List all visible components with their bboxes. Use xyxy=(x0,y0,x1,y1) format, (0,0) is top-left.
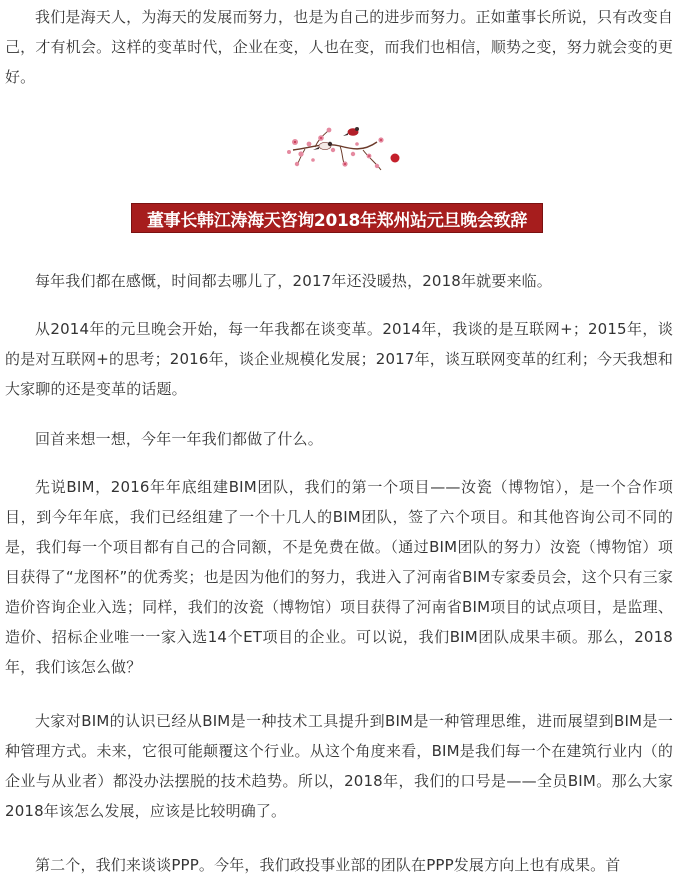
paragraph: 从2014年的元旦晚会开始，每一年我都在谈变革。2014年，我谈的是互联网+；2015年，谈的是对互联网+的思考；2016年，谈企业规模化发展；2017年，谈互联网变革的红利；今天我想和大家聊的还是变革的话题。 xyxy=(5,320,673,398)
paragraph: 每年我们都在感慨，时间都去哪儿了，2017年还没暖热，2018年就要来临。 xyxy=(35,272,552,290)
paragraph: 先说BIM，2016年年底组建BIM团队，我们的第一个项目——汝瓷（博物馆），是一个合作项目，到今年年底，我们已经组建了一个十几人的BIM团队，签了六个项目。和其他咨询公司不同的是，我们每一个项目都有自己的合同额，不是免费在做。（通过BIM团队的努力）汝瓷（博物馆）项目获得了“龙图杯”的优秀奖；也是因为他们的努力，我进入了河南省BIM专家委员会，这个只有三家造价咨询企业入选；同样，我们的汝瓷（博物馆）项目获得了河南省BIM项目的试点项目，是监理、造价、招标企业唯一一家入选14个ET项目的企业。可以说，我们BIM团队成果丰硕。那么，2018年，我们该怎么做？ xyxy=(5,478,673,676)
paragraph: 回首来想一想，今年一年我们都做了什么。 xyxy=(35,430,323,448)
section-title-text: 董事长韩江涛海天咨询2018年郑州站元旦晚会致辞 xyxy=(146,210,528,231)
section-title xyxy=(131,203,543,233)
paragraph: 大家对BIM的认识已经从BIM是一种技术工具提升到BIM是一种管理思维，进而展望到BIM是一种管理方式。未来，它很可能颠覆这个行业。从这个角度来看，BIM是我们每一个在建筑行业内（的企业与从业者）都没办法摆脱的技术趋势。所以，2018年，我们的口号是——全员BIM。那么大家2018年该怎么发展，应该是比较明确了。 xyxy=(5,712,673,820)
paragraph: 第二个，我们来谈谈PPP。今年，我们政投事业部的团队在PPP发展方向上也有成果。首 xyxy=(35,856,621,874)
plum-blossom-bird-icon xyxy=(285,120,403,182)
paragraph-intro: 我们是海天人，为海天的发展而努力，也是为自己的进步而努力。正如董事长所说，只有改变自己，才有机会。这样的变革时代，企业在变，人也在变，而我们也相信，顺势之变，努力就会变的更好。 xyxy=(5,8,673,86)
